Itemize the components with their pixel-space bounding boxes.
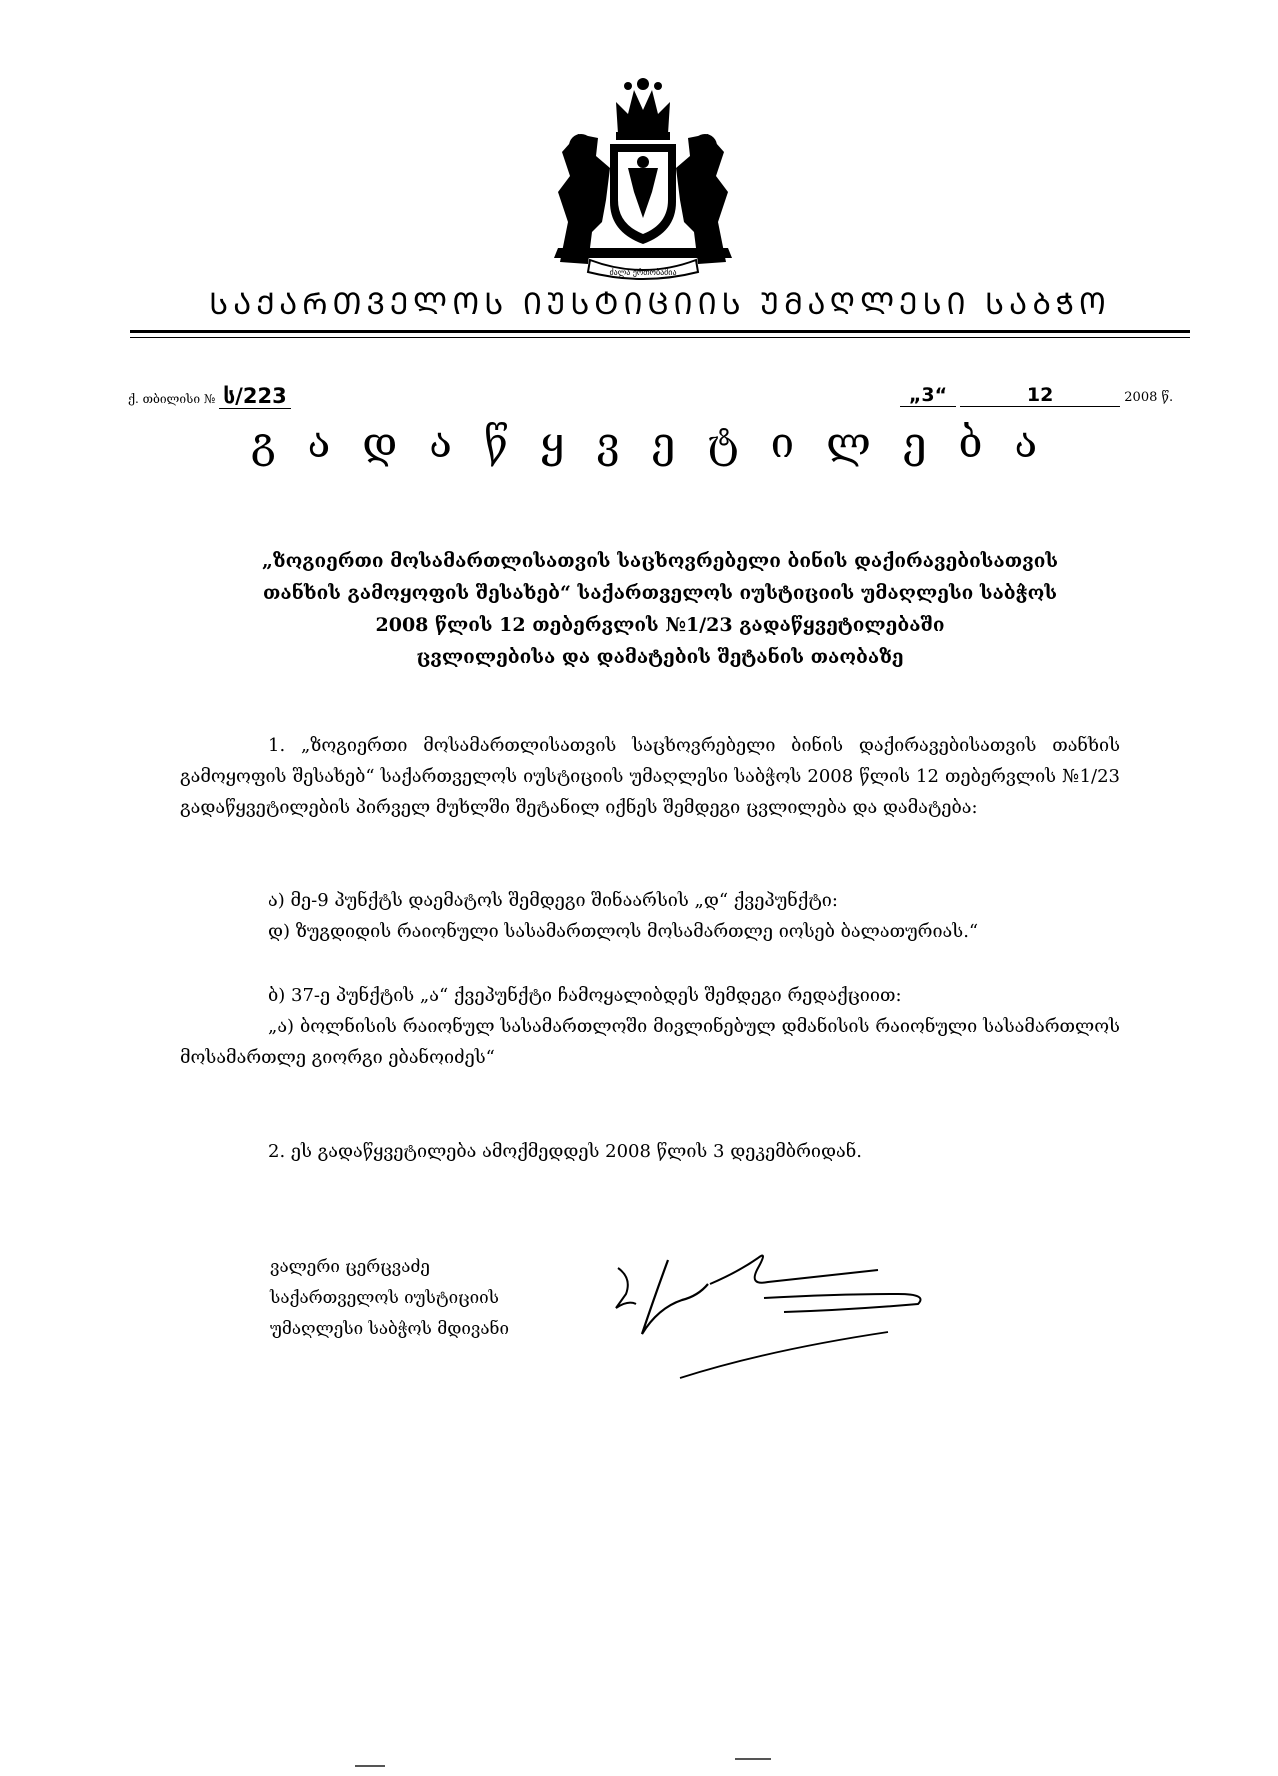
coat-of-arms-motto: ძალა ერთობაშია (609, 268, 677, 277)
document-date-line (900, 384, 1173, 407)
signatory-block (270, 1252, 509, 1345)
document-number: ს/223 (219, 384, 290, 409)
date-month: 12 (960, 384, 1120, 407)
subject-line: „ზოგიერთი მოსამართლისათვის საცხოვრებელი ბინის დაქირავებისათვის (261, 550, 1058, 572)
handwritten-signature (598, 1238, 1018, 1388)
document-number-line (128, 384, 291, 409)
subparagraph-b: ბ) 37-ე პუნქტის „ა“ ქვეპუნქტი ჩამოყალიბდეს შემდეგი რედაქციით: (268, 985, 902, 1006)
signatory-position: საქართველოს იუსტიციის (270, 1288, 499, 1308)
signatory-position: უმაღლესი საბჭოს მდივანი (270, 1319, 510, 1339)
subparagraph-d: დ) ზუგდიდის რაიონული სასამართლოს მოსამართლე იოსებ ბალათურიას.“ (268, 921, 979, 942)
scan-mark (355, 1765, 385, 1767)
date-year: 2008 წ. (1124, 390, 1174, 405)
number-label: ქ. თბილისი № (128, 392, 216, 406)
institution-name: ᲡᲐᲥᲐᲠᲗᲕᲔᲚᲝᲡ ᲘᲣᲡᲢᲘᲪᲘᲘᲡ ᲣᲛᲐᲦᲚᲔᲡᲘ ᲡᲐᲑᲭᲝ (209, 287, 1111, 322)
coat-of-arms-emblem (548, 72, 738, 282)
paragraph-2: 2. ეს გადაწყვეტილება ამოქმედდეს 2008 წლის 3 დეკემბრიდან. (268, 1141, 862, 1162)
date-day: „3“ (900, 384, 956, 407)
document-title: გადაწყვეტილება (250, 418, 1070, 467)
subject-line: თანხის გამოყოფის შესახებ“ საქართველოს იუსტიციის უმაღლესი საბჭოს (263, 582, 1057, 604)
header-rule-thick (130, 330, 1190, 333)
subject-line: ცვლილებისა და დამატების შეტანის თაობაზე (416, 646, 904, 668)
subject-heading (190, 545, 1130, 673)
header-rule-thin (130, 337, 1190, 338)
subparagraph-a-2: „ა) ბოლნისის რაიონულ სასამართლოში მივლინებულ დმანისის რაიონული სასამართლოს მოსამართლე გიორგი ებანოიძეს“ (180, 1016, 1120, 1068)
scan-mark (735, 1758, 771, 1760)
subparagraph-a-1: ა) მე-9 პუნქტს დაემატოს შემდეგი შინაარსის „დ“ ქვეპუნქტი: (268, 890, 838, 911)
signatory-name: ვალერი ცერცვაძე (270, 1257, 430, 1277)
subject-line: 2008 წლის 12 თებერვლის №1/23 გადაწყვეტილებაში (375, 614, 945, 636)
paragraph-1: 1. „ზოგიერთი მოსამართლისათვის საცხოვრებელი ბინის დაქირავებისათვის თანხის გამოყოფის შესახებ“ საქართველოს იუსტიციის უმაღლესი საბჭოს 2008 წლის 12 თებერვლის №1/23 გადაწყვეტილების პირველ მუხლში შეტანილ იქნეს შემდეგი ცვლილება და დამატება: (180, 735, 1120, 818)
